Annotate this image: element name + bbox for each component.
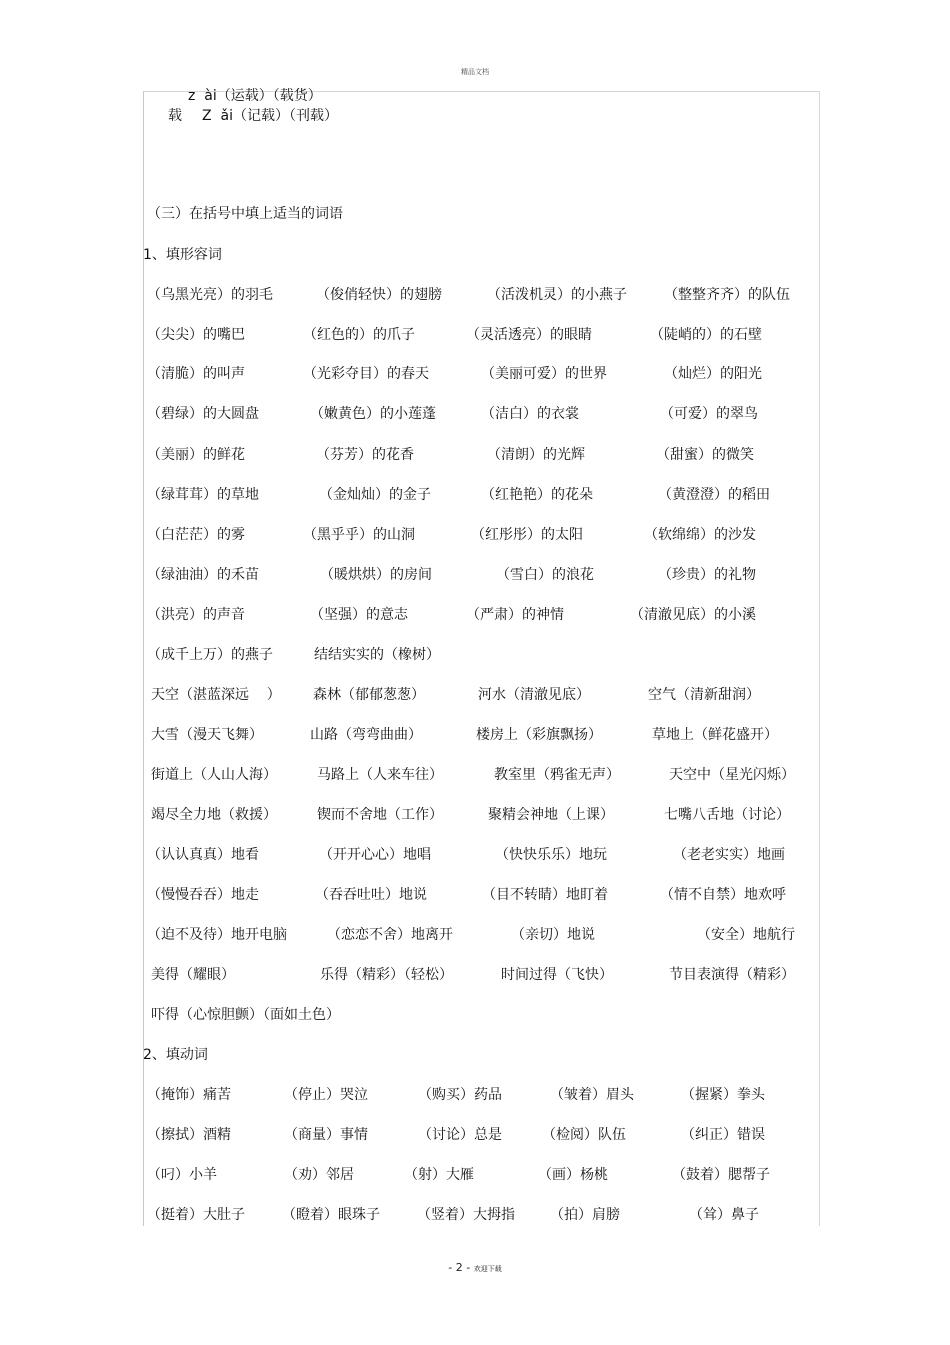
adjective-row — [0, 526, 950, 546]
adjective-item: （黄澄澄）的稻田 — [658, 487, 770, 503]
adjective-item: （恋恋不舍）地离开 — [327, 927, 453, 943]
adjective-row — [0, 566, 950, 586]
adjective-item: （雪白）的浪花 — [496, 567, 594, 583]
adjective-item: 竭尽全力地（救援） — [151, 807, 277, 823]
verb-item: （讨论）总是 — [418, 1127, 502, 1143]
adjective-item: （严肃）的神情 — [466, 607, 564, 623]
adjective-item: 教室里（鸦雀无声） — [494, 767, 620, 783]
adjective-row — [0, 726, 950, 746]
adjective-item: （亲切）地说 — [511, 927, 595, 943]
adjective-item: （甜蜜）的微笑 — [656, 447, 754, 463]
adjective-item: （认认真真）地看 — [147, 847, 259, 863]
verb-item: （鼓着）腮帮子 — [672, 1167, 770, 1183]
adjective-item: （成千上万）的燕子 — [147, 647, 273, 663]
adjective-item: （清朗）的光辉 — [487, 447, 585, 463]
adjective-item: 吓得（心惊胆颤）（面如土色） — [151, 1007, 340, 1023]
verb-item: （叼）小羊 — [147, 1167, 217, 1183]
adjective-item: 天空中（星光闪烁） — [669, 767, 795, 783]
verb-item: （劝）邻居 — [284, 1167, 354, 1183]
adjective-item: （美丽）的鲜花 — [147, 447, 245, 463]
adjective-item: （陡峭的）的石壁 — [650, 327, 762, 343]
adjective-item: 七嘴八舌地（讨论） — [664, 807, 790, 823]
adjective-item: （慢慢吞吞）地走 — [147, 887, 259, 903]
adjective-item: （可爱）的翠鸟 — [660, 406, 758, 422]
adjective-row — [0, 966, 950, 986]
adjective-item: （碧绿）的大圆盘 — [147, 406, 259, 422]
verb-item: （射）大雁 — [404, 1167, 474, 1183]
adjective-item: （暖烘烘）的房间 — [320, 567, 432, 583]
adjective-item: （灵活透亮）的眼睛 — [466, 327, 592, 343]
adjective-item: （乌黑光亮）的羽毛 — [147, 287, 273, 303]
adjective-item: 结结实实的（橡树） — [314, 647, 440, 663]
adjective-item: 草地上（鲜花盛开） — [652, 727, 778, 743]
adjective-item: （绿油油）的禾苗 — [147, 567, 259, 583]
page-number: - 2 - — [448, 1261, 471, 1274]
verb-item: （纠正）错误 — [681, 1127, 765, 1143]
adjective-item: （灿烂）的阳光 — [664, 366, 762, 382]
adjective-item: 天空（湛蓝深远 ） — [151, 687, 281, 703]
adjective-item: （红彤彤）的太阳 — [471, 527, 583, 543]
adjective-item: （绿茸茸）的草地 — [147, 487, 259, 503]
adjective-item: （金灿灿）的金子 — [319, 487, 431, 503]
adjective-item: 节目表演得（精彩） — [669, 967, 795, 983]
verb-item: （停止）哭泣 — [284, 1087, 368, 1103]
adjective-item: （清澈见底）的小溪 — [630, 607, 756, 623]
adjective-row — [0, 365, 950, 385]
adjective-item: （芬芳）的花香 — [316, 447, 414, 463]
verb-item: （擦拭）酒精 — [147, 1127, 231, 1143]
adjective-item: （整整齐齐）的队伍 — [664, 287, 790, 303]
adjective-item: 街道上（人山人海） — [151, 767, 277, 783]
adjective-item: （尖尖）的嘴巴 — [147, 327, 245, 343]
verb-item: （拍）肩膀 — [550, 1207, 620, 1223]
adjective-item: （红艳艳）的花朵 — [481, 487, 593, 503]
adjective-item: （清脆）的叫声 — [147, 366, 245, 382]
adjective-item: （开开心心）地唱 — [319, 847, 431, 863]
adjective-row — [0, 606, 950, 626]
adjective-item: 空气（清新甜润） — [648, 687, 760, 703]
verb-row — [0, 1086, 950, 1106]
verb-row — [0, 1126, 950, 1146]
adjective-item: （老老实实）地画 — [673, 847, 785, 863]
adjective-row — [0, 806, 950, 826]
verb-item: （耸）鼻子 — [689, 1207, 759, 1223]
adjective-item: 锲而不舍地（工作） — [317, 807, 443, 823]
adjective-item: （嫩黄色）的小莲蓬 — [310, 406, 436, 422]
adjective-item: 河水（清澈见底） — [478, 687, 590, 703]
pronunciation-char: 载 — [168, 108, 182, 124]
adjective-item: 楼房上（彩旗飘扬） — [476, 727, 602, 743]
verb-item: （购买）药品 — [418, 1087, 502, 1103]
adjective-row — [0, 286, 950, 306]
adjective-item: （红色的）的爪子 — [303, 327, 415, 343]
adjective-item: （目不转睛）地盯着 — [482, 887, 608, 903]
verb-item: （商量）事情 — [284, 1127, 368, 1143]
adjective-item: （洁白）的衣裳 — [481, 406, 579, 422]
adjective-row — [0, 1006, 950, 1026]
adjective-item: （珍贵）的礼物 — [658, 567, 756, 583]
pronunciation-line-2: Z ǎi（记载）（刊载） — [202, 108, 338, 124]
adjective-item: （俊俏轻快）的翅膀 — [316, 287, 442, 303]
adjective-item: （活泼机灵）的小燕子 — [487, 287, 627, 303]
adjective-row — [0, 446, 950, 466]
adjective-row — [0, 846, 950, 866]
adjective-item: （迫不及待）地开电脑 — [147, 927, 287, 943]
adjective-row — [0, 926, 950, 946]
page-footer — [0, 1261, 950, 1274]
adjective-item: （黑乎乎）的山洞 — [303, 527, 415, 543]
adjective-item: （白茫茫）的雾 — [147, 527, 245, 543]
adjective-item: 山路（弯弯曲曲） — [310, 727, 422, 743]
verb-item: （掩饰）痛苦 — [147, 1087, 231, 1103]
adjective-row — [0, 766, 950, 786]
pronunciation-line-1: z ài（运载）（载货） — [188, 88, 322, 104]
verb-item: （挺着）大肚子 — [147, 1207, 245, 1223]
adjective-item: 美得（耀眼） — [151, 967, 235, 983]
adjective-item: 马路上（人来车往） — [317, 767, 443, 783]
part-1-title: 1、填形容词 — [143, 247, 222, 263]
adjective-item: 大雪（漫天飞舞） — [151, 727, 263, 743]
adjective-item: （吞吞吐吐）地说 — [315, 887, 427, 903]
part-2-title: 2、填动词 — [143, 1047, 208, 1063]
adjective-item: （快快乐乐）地玩 — [495, 847, 607, 863]
adjective-row — [0, 486, 950, 506]
footer-note: 欢迎下载 — [473, 1265, 502, 1273]
adjective-row — [0, 646, 950, 666]
adjective-item: （光彩夺目）的春天 — [303, 366, 429, 382]
adjective-row — [0, 686, 950, 706]
section-3-title: （三）在括号中填上适当的词语 — [147, 206, 343, 222]
verb-item: （瞪着）眼珠子 — [282, 1207, 380, 1223]
verb-item: （画）杨桃 — [538, 1167, 608, 1183]
header-title: 精品文档 — [461, 68, 489, 76]
verb-item: （握紧）拳头 — [681, 1087, 765, 1103]
adjective-item: （美丽可爱）的世界 — [481, 366, 607, 382]
verb-row — [0, 1166, 950, 1186]
adjective-item: （洪亮）的声音 — [147, 607, 245, 623]
adjective-item: （安全）地航行 — [697, 927, 795, 943]
adjective-item: 森林（郁郁葱葱） — [313, 687, 425, 703]
verb-item: （皱着）眉头 — [550, 1087, 634, 1103]
adjective-row — [0, 405, 950, 425]
adjective-item: （坚强）的意志 — [310, 607, 408, 623]
adjective-item: （软绵绵）的沙发 — [644, 527, 756, 543]
adjective-row — [0, 886, 950, 906]
adjective-item: （情不自禁）地欢呼 — [660, 887, 786, 903]
adjective-item: 乐得（精彩）（轻松） — [320, 967, 453, 983]
adjective-item: 时间过得（飞快） — [501, 967, 613, 983]
adjective-row — [0, 326, 950, 346]
verb-row — [0, 1206, 950, 1226]
verb-item: （检阅）队伍 — [542, 1127, 626, 1143]
verb-item: （竖着）大拇指 — [417, 1207, 515, 1223]
adjective-item: 聚精会神地（上课） — [488, 807, 614, 823]
